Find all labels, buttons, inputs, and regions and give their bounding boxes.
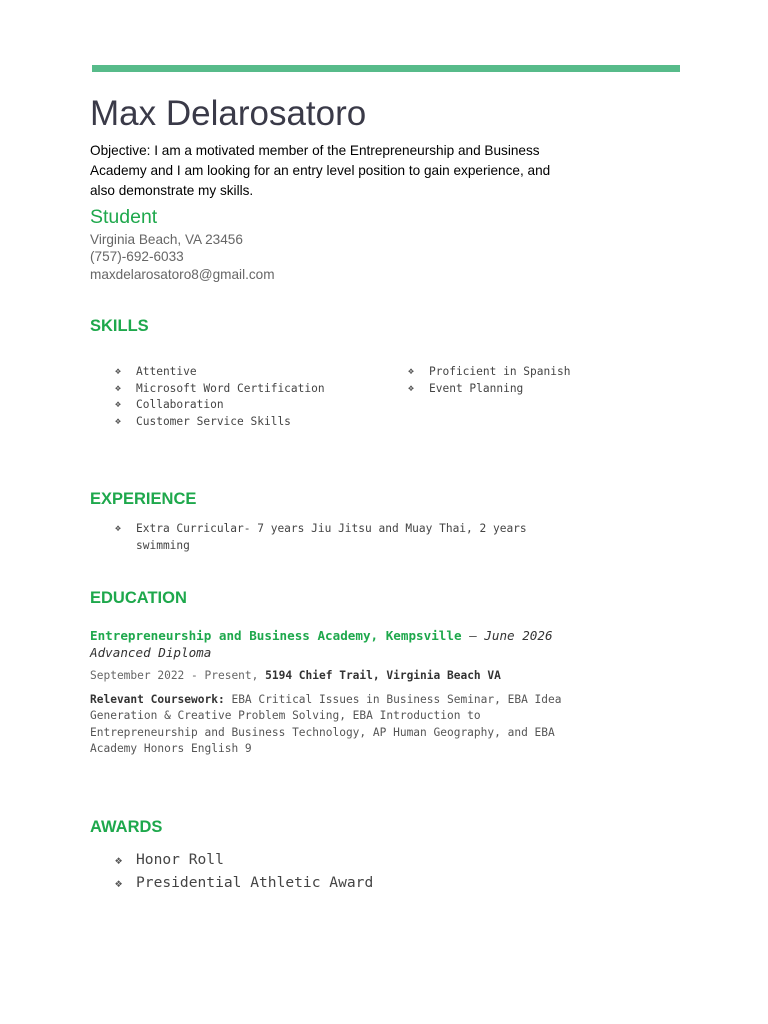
degree-label: June 2026 Advanced Diploma <box>90 628 553 660</box>
awards-list <box>115 848 373 894</box>
skills-list-column-2 <box>408 364 570 397</box>
top-accent-bar <box>92 65 680 72</box>
award-label: Honor Roll <box>136 851 224 868</box>
diamond-bullet-icon: ❖ <box>115 876 123 890</box>
skill-label: Customer Service Skills <box>136 414 291 428</box>
coursework-list: EBA Critical Issues in Business Seminar, EBA Idea Generation & Creative Problem Solving, EBA Introduction to Entrepreneurship and Business Technology, AP Human Geography, and EBA Academy Honors English 9 <box>90 693 562 755</box>
skills-list-column-1 <box>115 364 325 430</box>
school-address: 5194 Chief Trail, Virginia Beach VA <box>265 669 501 682</box>
diamond-bullet-icon: ❖ <box>115 399 122 411</box>
contact-email[interactable]: maxdelarosatoro8@gmail.com <box>90 267 275 282</box>
education-entry-title <box>90 627 570 661</box>
experience-heading: EXPERIENCE <box>90 490 197 508</box>
objective-text: Objective: I am a motivated member of the Entrepreneurship and Business Academy and I am looking for an entry level position to gain experience, and also demonstrate my skills. <box>90 143 551 198</box>
skill-label: Microsoft Word Certification <box>136 381 325 395</box>
diamond-bullet-icon: ❖ <box>115 382 122 394</box>
list-item <box>115 364 325 381</box>
education-dates <box>90 668 501 684</box>
list-item <box>115 381 325 398</box>
award-label: Presidential Athletic Award <box>136 874 374 891</box>
list-item <box>115 414 325 431</box>
list-item <box>408 381 570 398</box>
diamond-bullet-icon: ❖ <box>115 366 122 377</box>
coursework-text <box>90 692 570 757</box>
diamond-bullet-icon: ❖ <box>408 382 415 394</box>
resume-subtitle: Student <box>90 206 158 228</box>
skills-heading: SKILLS <box>90 317 149 335</box>
experience-label: Extra Curricular- 7 years Jiu Jitsu and Muay Thai, 2 years swimming <box>136 522 527 552</box>
list-item <box>115 871 373 894</box>
list-item <box>115 521 555 554</box>
list-item <box>115 848 373 871</box>
diamond-bullet-icon: ❖ <box>408 366 415 377</box>
title-separator: — <box>461 628 485 643</box>
education-heading: EDUCATION <box>90 589 187 607</box>
list-item <box>408 364 570 381</box>
experience-list <box>115 521 555 554</box>
diamond-bullet-icon: ❖ <box>115 523 122 534</box>
diamond-bullet-icon: ❖ <box>115 853 123 867</box>
skill-label: Proficient in Spanish <box>429 365 571 378</box>
contact-location: Virginia Beach, VA 23456 <box>90 232 243 247</box>
list-item <box>115 397 325 414</box>
skill-label: Attentive <box>136 365 197 378</box>
resume-name: Max Delarosatoro <box>90 94 367 133</box>
skill-label: Event Planning <box>429 381 524 395</box>
contact-phone: (757)-692-6033 <box>90 249 184 264</box>
skill-label: Collaboration <box>136 398 224 412</box>
school-name: Entrepreneurship and Business Academy, Kempsville <box>90 628 462 643</box>
coursework-label: Relevant Coursework: <box>90 693 225 706</box>
diamond-bullet-icon: ❖ <box>115 415 122 427</box>
date-range: September 2022 - Present, <box>90 669 266 682</box>
awards-heading: AWARDS <box>90 818 163 836</box>
